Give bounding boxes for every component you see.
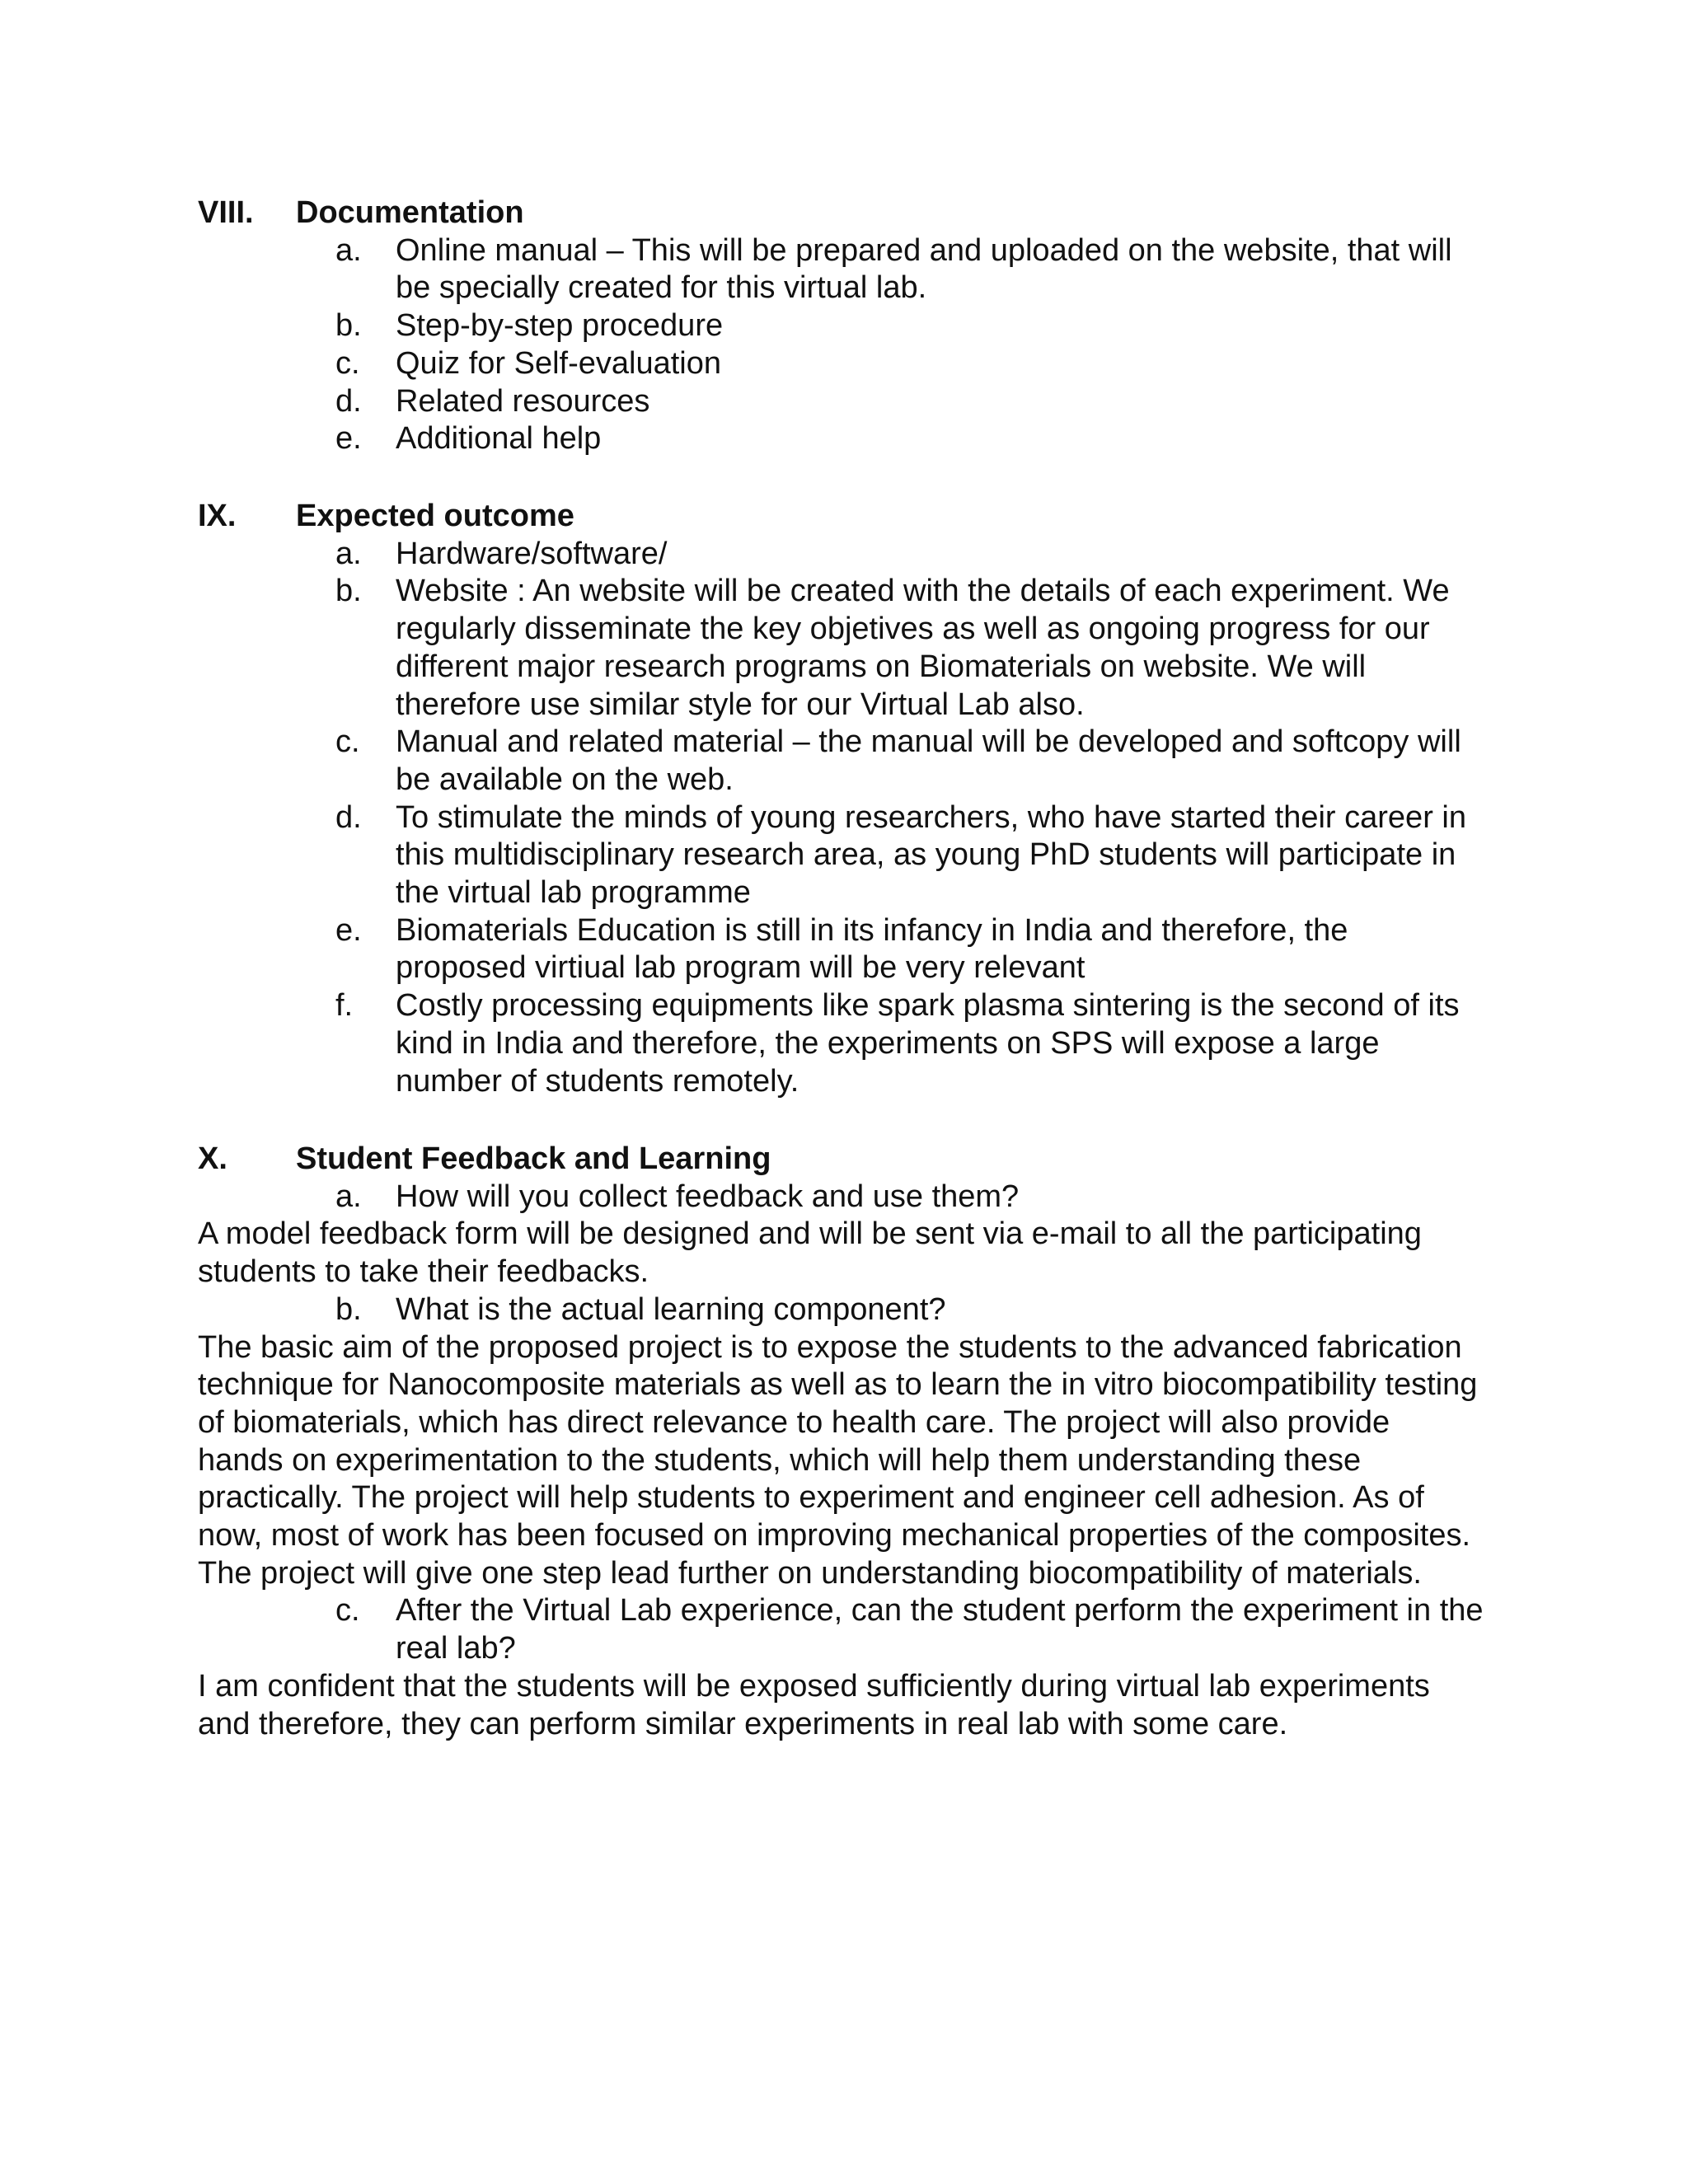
list-item: [198, 232, 1484, 307]
feedback-question-a: [198, 1179, 1484, 1216]
list-item-text: Hardware/software/: [396, 536, 668, 571]
list-marker: a.: [335, 1179, 362, 1214]
question-item: [198, 1592, 1484, 1667]
section-heading: [198, 1141, 1484, 1179]
section-numeral: IX.: [198, 499, 237, 533]
section-title: Student Feedback and Learning: [296, 1141, 771, 1176]
list-marker: b.: [335, 1291, 362, 1327]
list-item: [198, 345, 1484, 383]
question-item: [198, 1291, 1484, 1329]
section-heading: [198, 498, 1484, 536]
question-item: [198, 1179, 1484, 1216]
list-item-text: Related resources: [396, 383, 650, 419]
list-item: [198, 724, 1484, 799]
list-item: [198, 799, 1484, 912]
list-marker: c.: [335, 724, 360, 760]
list-marker: a.: [335, 536, 362, 571]
list-item: [198, 987, 1484, 1100]
list-item: [198, 573, 1484, 724]
question-text: How will you collect feedback and use them?: [396, 1179, 1020, 1214]
list-item-text: To stimulate the minds of young researchers, who have started their career in this multidisciplinary research area, as young PhD students will participate in the virtual lab programme: [396, 799, 1466, 911]
list-item-text: Online manual – This will be prepared and uploaded on the website, that will be specially created for this virtual lab.: [396, 232, 1452, 306]
list-marker: c.: [335, 1593, 360, 1629]
list-marker: d.: [335, 799, 362, 835]
section-student-feedback: [198, 1141, 1484, 1743]
section-expected-outcome: [198, 498, 1484, 1100]
feedback-question-c: [198, 1592, 1484, 1667]
list-item-text: Manual and related material – the manual will be developed and softcopy will be available on the web.: [396, 724, 1461, 797]
feedback-question-b: [198, 1291, 1484, 1329]
section-heading: [198, 194, 1484, 232]
section-numeral: X.: [198, 1141, 227, 1176]
list-marker: a.: [335, 232, 362, 268]
list-marker: b.: [335, 574, 362, 609]
list-item: [198, 307, 1484, 345]
list-item: [198, 536, 1484, 574]
list-marker: c.: [335, 345, 360, 381]
list-item-text: Quiz for Self-evaluation: [396, 345, 721, 381]
list-item: [198, 420, 1484, 458]
list-marker: e.: [335, 421, 362, 457]
expected-outcome-list: [198, 536, 1484, 1101]
documentation-list: [198, 232, 1484, 458]
question-text: After the Virtual Lab experience, can the student perform the experiment in the real lab?: [396, 1593, 1484, 1666]
list-item-text: Costly processing equipments like spark plasma sintering is the second of its kind in India and therefore, the experiments on SPS will expose a large number of students remotely.: [396, 988, 1460, 1099]
list-marker: e.: [335, 912, 362, 948]
list-item: [198, 383, 1484, 421]
list-item-text: Step-by-step procedure: [396, 308, 724, 344]
section-title: Expected outcome: [296, 499, 574, 533]
list-item-text: Additional help: [396, 421, 602, 457]
list-item-text: Website : An website will be created with the details of each experiment. We regularly disseminate the key objetives as well as ongoing progress for our different major research programs on Biomaterials on website. We will therefore use similar style for our Virtual Lab also.: [396, 574, 1450, 722]
section-title: Documentation: [296, 195, 524, 230]
question-text: What is the actual learning component?: [396, 1291, 946, 1327]
list-marker: f.: [335, 988, 354, 1024]
list-marker: d.: [335, 383, 362, 419]
section-numeral: VIII.: [198, 195, 254, 230]
list-item-text: Biomaterials Education is still in its infancy in India and therefore, the proposed virtiual lab program will be very relevant: [396, 912, 1348, 986]
section-documentation: [198, 194, 1484, 458]
answer-paragraph: A model feedback form will be designed and will be sent via e-mail to all the participating students to take their feedbacks.: [198, 1216, 1422, 1290]
answer-paragraph: I am confident that the students will be exposed sufficiently during virtual lab experiments and therefore, they can perform similar experiments in real lab with some care.: [198, 1668, 1430, 1741]
answer-paragraph: The basic aim of the proposed project is to expose the students to the advanced fabrication technique for Nanocomposite materials as well as to learn the in vitro biocompatibility testing of biomaterials, which has direct relevance to health care. The project will also provide hands on experimentation to the students, which will help them understanding these practically. The project will help students to experiment and engineer cell adhesion. As of now, most of work has been focused on improving mechanical properties of the composites. The project will give one step lead further on understanding biocompatibility of materials.: [198, 1329, 1478, 1591]
list-marker: b.: [335, 308, 362, 344]
list-item: [198, 912, 1484, 987]
